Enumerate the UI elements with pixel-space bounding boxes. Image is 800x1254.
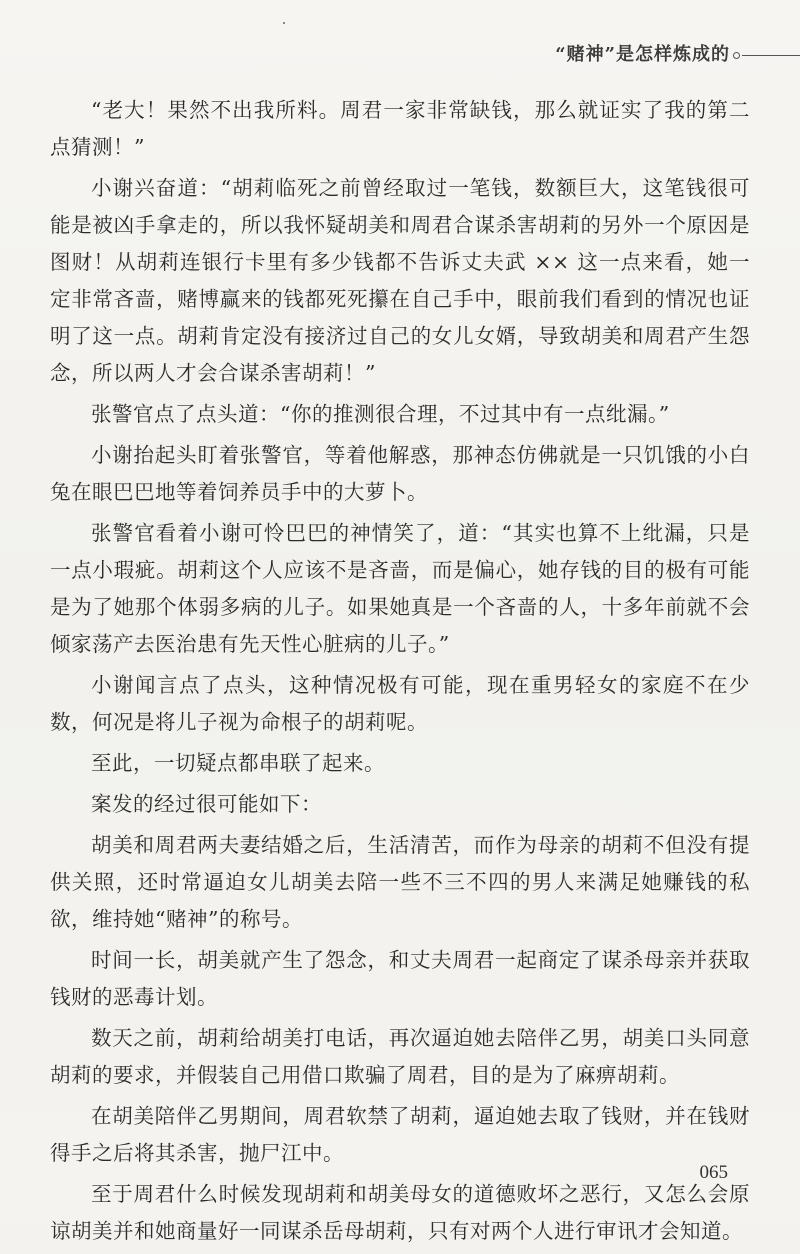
paragraph: “老大！果然不出我所料。周君一家非常缺钱，那么就证实了我的第二点猜测！” bbox=[50, 98, 750, 159]
paragraph: 小谢闻言点了点头，这种情况极有可能，现在重男轻女的家庭不在少数，何况是将儿子视为命根子的胡莉呢。 bbox=[50, 673, 750, 734]
body-text bbox=[50, 92, 750, 1254]
paragraph: 数天之前，胡莉给胡美打电话，再次逼迫她去陪伴乙男，胡美口头同意胡莉的要求，并假装自己用借口欺骗了周君，目的是为了麻痹胡莉。 bbox=[50, 1026, 750, 1087]
paragraph: 至此，一切疑点都串联了起来。 bbox=[91, 751, 385, 775]
paragraph: 胡美和周君两夫妻结婚之后，生活清苦，而作为母亲的胡莉不但没有提供关照，还时常逼迫女儿胡美去陪一些不三不四的男人来满足她赚钱的私欲，维持她“赌神”的称号。 bbox=[50, 833, 750, 931]
header-rule bbox=[742, 55, 800, 56]
header-circle-ornament bbox=[733, 52, 740, 59]
paragraph: 案发的经过很可能如下： bbox=[91, 792, 322, 816]
paragraph: 小谢兴奋道：“胡莉临死之前曾经取过一笔钱，数额巨大，这笔钱很可能是被凶手拿走的，所以我怀疑胡美和周君合谋杀害胡莉的另外一个原因是图财！从胡莉连银行卡里有多少钱都不告诉丈夫武 ×× 这一点来看，她一定非常吝啬，赌博赢来的钱都死死攥在自己手中，眼前我们看到的情况也证明了这一点。胡莉肯定没有接济过自己的女儿女婿，导致胡美和周君产生怨念，所以两人才会合谋杀害胡莉！” bbox=[50, 176, 750, 385]
paragraph: 张警官看着小谢可怜巴巴的神情笑了，道：“其实也算不上纰漏，只是一点小瑕疵。胡莉这个人应该不是吝啬，而是偏心，她存钱的目的极有可能是为了她那个体弱多病的儿子。如果她真是一个吝啬的人，十多年前就不会倾家荡产去医治患有先天性心脏病的儿子。” bbox=[50, 521, 750, 656]
page-number: 065 bbox=[699, 1162, 728, 1183]
paragraph: 至于周君什么时候发现胡莉和胡美母女的道德败坏之恶行，又怎么会原谅胡美并和她商量好一同谋杀岳母胡莉，只有对两个人进行审讯才会知道。 bbox=[50, 1182, 750, 1243]
paragraph: 小谢抬起头盯着张警官，等着他解惑，那神态仿佛就是一只饥饿的小白兔在眼巴巴地等着饲养员手中的大萝卜。 bbox=[50, 443, 750, 504]
scan-speck bbox=[283, 22, 285, 24]
chapter-title: “赌神”是怎样炼成的 bbox=[555, 44, 730, 65]
paragraph: 时间一长，胡美就产生了怨念，和丈夫周君一起商定了谋杀母亲并获取钱财的恶毒计划。 bbox=[50, 948, 750, 1009]
paragraph: 在胡美陪伴乙男期间，周君软禁了胡莉，逼迫她去取了钱财，并在钱财得手之后将其杀害，抛尸江中。 bbox=[50, 1104, 750, 1165]
paragraph: 张警官点了点头道：“你的推测很合理，不过其中有一点纰漏。” bbox=[91, 402, 670, 426]
running-header bbox=[400, 38, 800, 68]
